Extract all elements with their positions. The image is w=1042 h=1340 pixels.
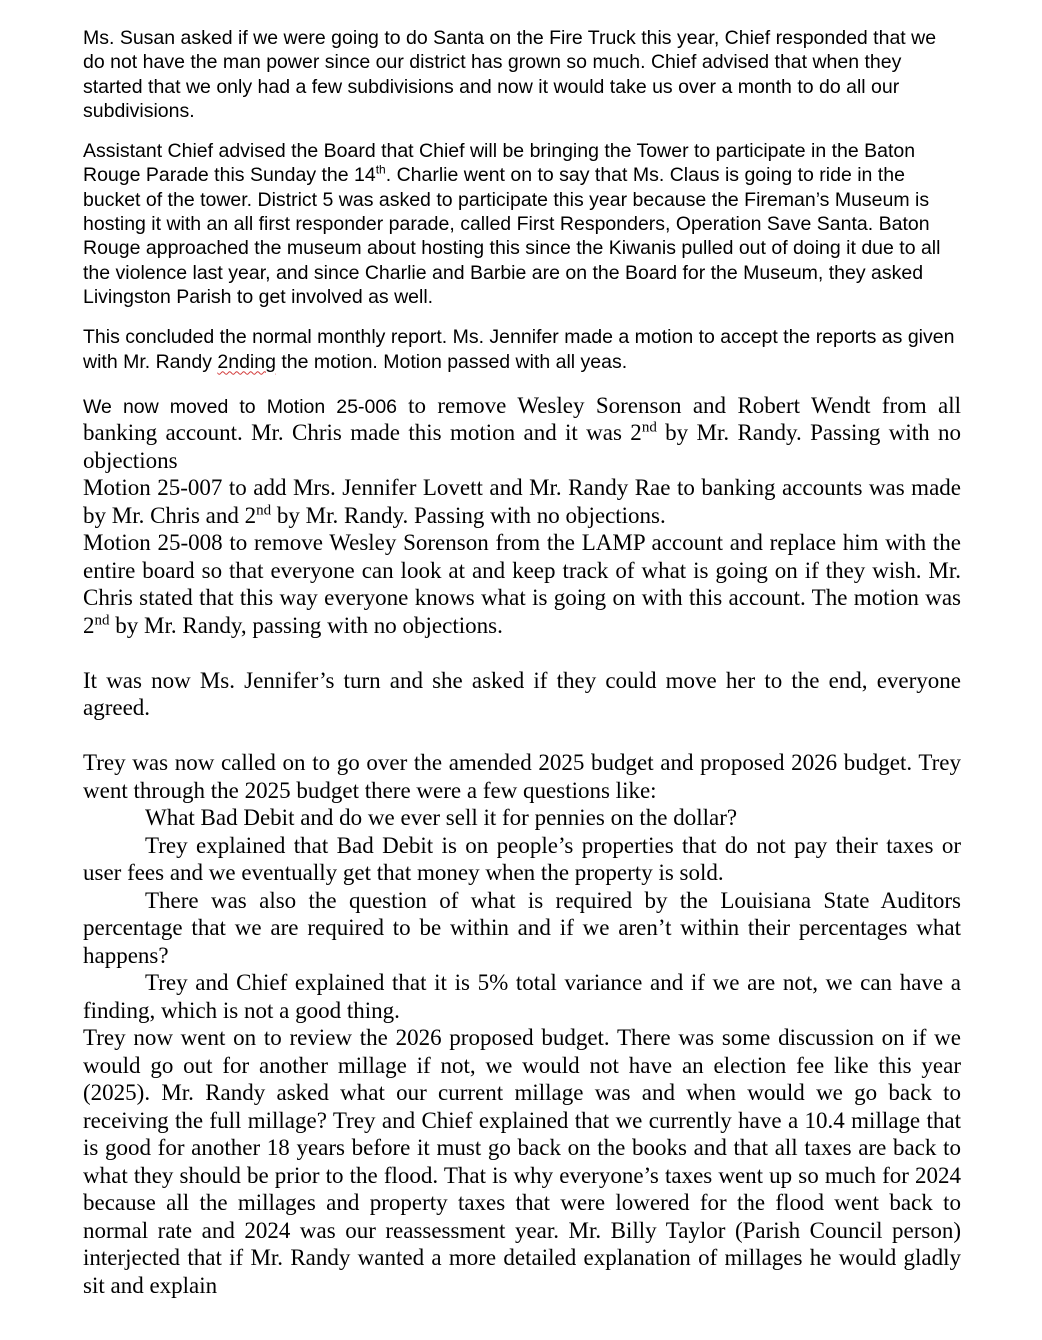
paragraph-text: Motion 25-007 to add Mrs. Jennifer Lovett and Mr. Randy Rae to banking accounts was made by Mr. Chris and 2 [83, 475, 961, 528]
paragraph-auditors-answer: Trey and Chief explained that it is 5% total variance and if we are not, we can have a finding, which is not a good thing. [83, 970, 961, 1023]
paragraph-text: by Mr. Randy. Passing with no objections [83, 420, 962, 473]
paragraph-text: the motion. Motion passed with all yeas. [275, 350, 628, 373]
paragraph-bad-debit-answer: Trey explained that Bad Debit is on people’s properties that do not pay their taxes or user fees and we eventually get that money when the property is sold. [83, 832, 961, 886]
paragraph-auditors-question: There was also the question of what is required by the Louisiana State Auditors percentage that we are required to be within and if we aren’t within their percentages what happens? [83, 887, 961, 968]
paragraph-baton-rouge-parade [83, 139, 961, 309]
spellcheck-flagged-word[interactable]: 2nding [217, 350, 276, 373]
paragraph-2026-budget-review: Trey now went on to review the 2026 proposed budget. There was some discussion on if we would go out for another millage if not, we would not have an election fee like this year (2025). Mr. Randy asked what our current millage was and when would we go back to receiving the full millage? Trey and Chief explained that we currently have a 10.4 millage that is good for another 18 years before it must go back on the books and that all taxes are back to what they should be prior to the flood. That is why everyone’s taxes went up so much for 2024 because all the millages and property taxes that were lowered for the flood went back to normal rate and 2024 was our reassessment year. Mr. Billy Taylor (Parish Council person) interjected that if Mr. Randy wanted a more detailed explanation of millages he would gladly sit and explain [83, 1025, 961, 1298]
paragraph-text: . Charlie went on to say that Ms. Claus is going to ride in the bucket of the tower. District 5 was asked to participate this year because the Fireman’s Museum is hosting it with an all first responder parade, called First Responders, Operation Save Santa. Baton Rouge approached the museum about hosting this since the Kiwanis pulled out of doing it due to all the violence last year, and since Charlie and Barbie are on the Board for the Museum, they asked Livingston Parish to get involved as well. [83, 164, 941, 308]
paragraph-text: This concluded the normal monthly report. Ms. Jennifer made a motion to accept the reports as given with Mr. Randy [83, 326, 955, 373]
paragraph-motion-25-007 [83, 474, 961, 529]
document-page [83, 26, 961, 1299]
paragraph-text: to remove Wesley Sorenson and Robert Wendt from all banking account. Mr. Chris made this motion and it was 2 [83, 392, 961, 446]
paragraph-santa-fire-truck: Ms. Susan asked if we were going to do Santa on the Fire Truck this year, Chief responded that we do not have the man power since our district has grown so much. Chief advised that when they started that we only had a few subdivisions and now it would take us over a month to do all our subdivisions. [83, 27, 937, 122]
blank-line [83, 639, 961, 667]
superscript: nd [641, 419, 657, 436]
paragraph-text: by Mr. Randy, passing with no objections. [109, 612, 503, 638]
paragraph-text: Assistant Chief advised the Board that Chief will be bringing the Tower to participate in the Baton Rouge Parade this Sunday the 14 [83, 140, 916, 187]
paragraph-budget-intro: Trey was now called on to go over the amended 2025 budget and proposed 2026 budget. Trey went through the 2025 budget there were a few questions like: [83, 750, 961, 803]
superscript: nd [256, 502, 272, 519]
paragraph-bad-debit-question: What Bad Debit and do we ever sell it for pennies on the dollar? [145, 805, 738, 831]
paragraph-monthly-report [83, 325, 961, 374]
paragraph-jennifer-turn: It was now Ms. Jennifer’s turn and she asked if they could move her to the end, everyone agreed. [83, 667, 961, 721]
paragraph-motion-25-006 [83, 392, 961, 475]
paragraph-lead-text: We now moved to Motion 25-006 [83, 395, 409, 418]
blank-line [83, 722, 961, 750]
superscript: nd [94, 612, 110, 629]
paragraph-text: Motion 25-008 to remove Wesley Sorenson from the LAMP account and replace him with the entire board so that everyone can look at and keep track of what is going on if they wish. Mr. Chris stated that this way everyone knows what is going on with this account. The motion was 2 [83, 530, 961, 638]
superscript: th [375, 162, 386, 177]
paragraph-motion-25-008 [83, 529, 961, 639]
paragraph-text: by Mr. Randy. Passing with no objections. [271, 502, 666, 528]
